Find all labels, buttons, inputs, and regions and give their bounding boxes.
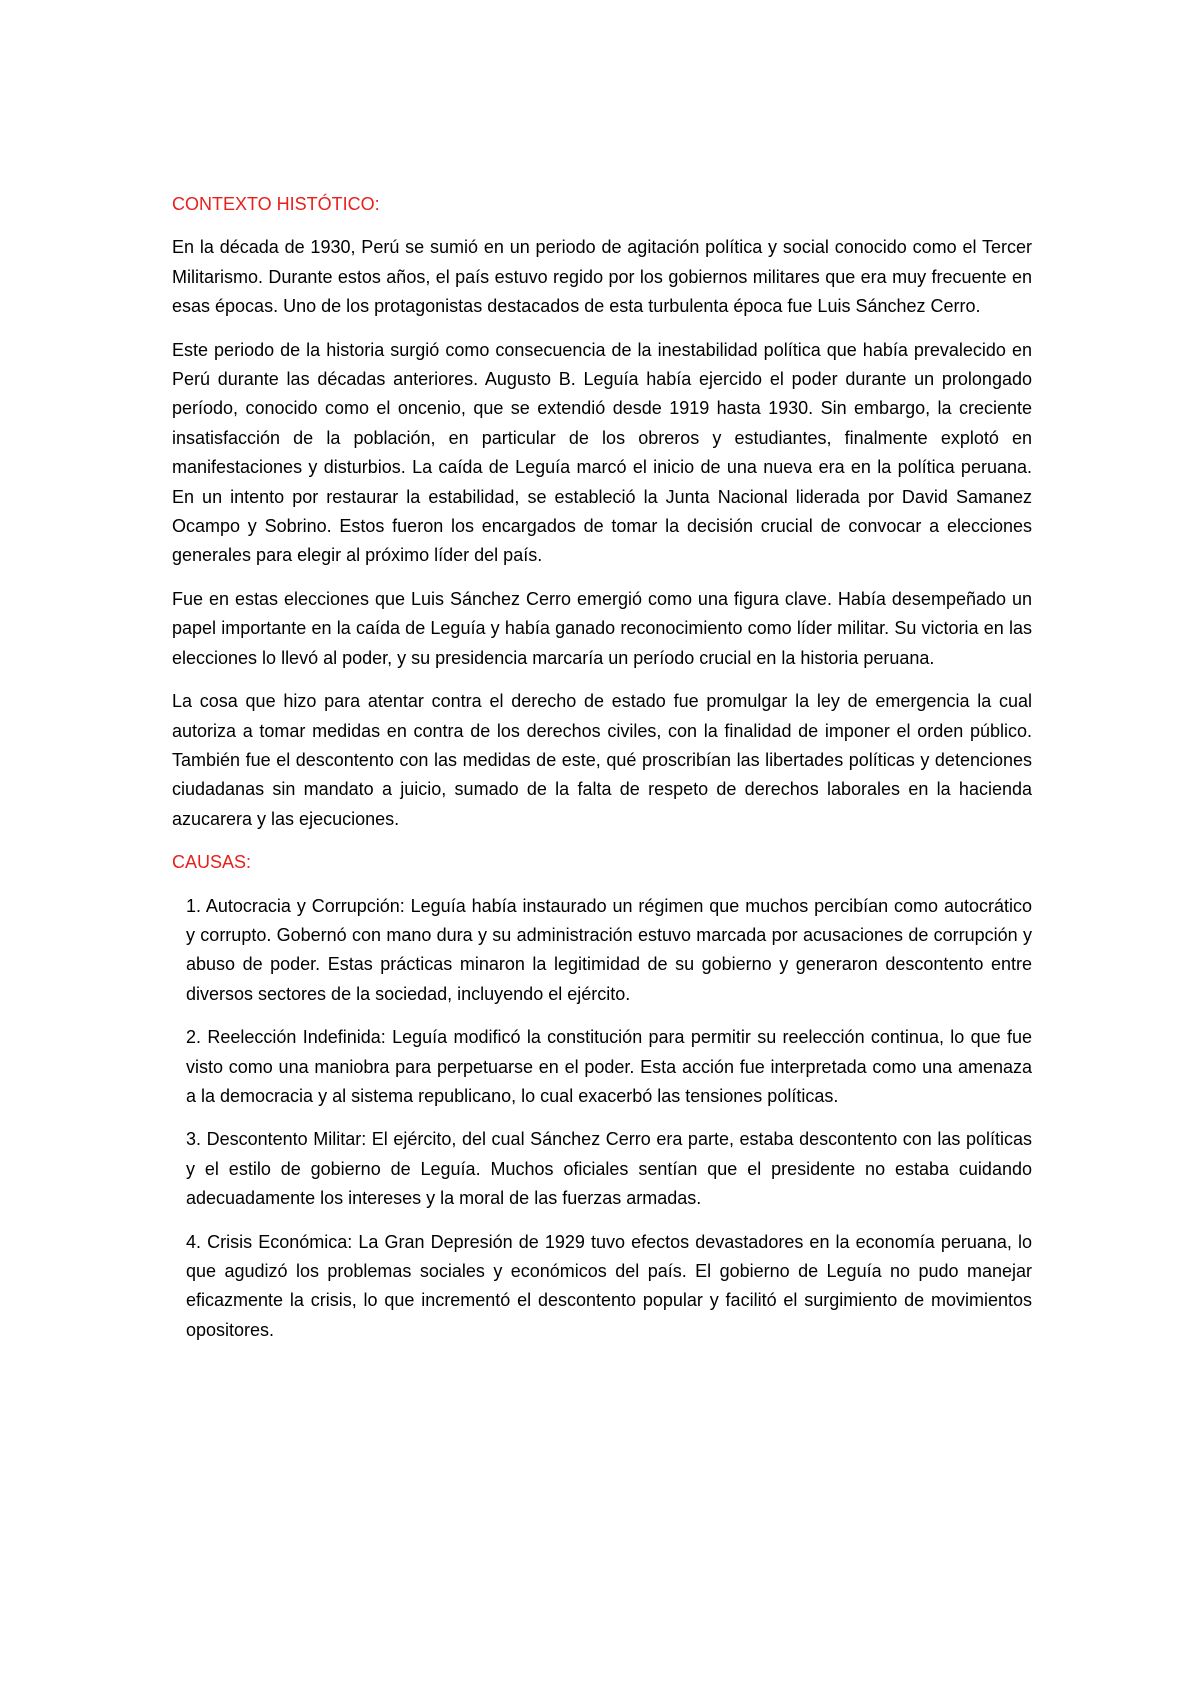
cause-item: 3. Descontento Militar: El ejército, del cual Sánchez Cerro era parte, estaba descontento con las políticas y el estilo de gobierno de Leguía. Muchos oficiales sentían que el presidente no estaba cuidando adecuadamente los intereses y la moral de las fuerzas armadas. bbox=[186, 1129, 1032, 1209]
context-heading: CONTEXTO HISTÓTICO: bbox=[172, 194, 380, 214]
causes-list bbox=[172, 892, 1032, 1346]
cause-item: 1. Autocracia y Corrupción: Leguía había instaurado un régimen que muchos percibían como autocrático y corrupto. Gobernó con mano dura y su administración estuvo marcada por acusaciones de corrupción y abuso de poder. Estas prácticas minaron la legitimidad de su gobierno y generaron descontento entre diversos sectores de la sociedad, incluyendo el ejército. bbox=[186, 895, 1032, 1004]
context-paragraph: La cosa que hizo para atentar contra el derecho de estado fue promulgar la ley de emergencia la cual autoriza a tomar medidas en contra de los derechos civiles, con la finalidad de imponer el orden público. También fue el descontento con las medidas de este, qué proscribían las libertades políticas y detenciones ciudadanas sin mandato a juicio, sumado de la falta de respeto de derechos laborales en la hacienda azucarera y las ejecuciones. bbox=[172, 691, 1032, 829]
context-paragraph: En la década de 1930, Perú se sumió en un periodo de agitación política y social conocido como el Tercer Militarismo. Durante estos años, el país estuvo regido por los gobiernos militares que era muy frecuente en esas épocas. Uno de los protagonistas destacados de esta turbulenta época fue Luis Sánchez Cerro. bbox=[172, 237, 1032, 317]
cause-item: 4. Crisis Económica: La Gran Depresión de 1929 tuvo efectos devastadores en la economía peruana, lo que agudizó los problemas sociales y económicos del país. El gobierno de Leguía no pudo manejar eficazmente la crisis, lo que incrementó el descontento popular y facilitó el surgimiento de movimientos opositores. bbox=[186, 1231, 1032, 1340]
causes-heading: CAUSAS: bbox=[172, 852, 252, 873]
cause-item: 2. Reelección Indefinida: Leguía modificó la constitución para permitir su reelección continua, lo que fue visto como una maniobra para perpetuarse en el poder. Esta acción fue interpretada como una amenaza a la democracia y al sistema republicano, lo cual exacerbó las tensiones políticas. bbox=[186, 1027, 1032, 1106]
context-paragraph: Fue en estas elecciones que Luis Sánchez Cerro emergió como una figura clave. Había desempeñado un papel importante en la caída de Leguía y había ganado reconocimiento como líder militar. Su victoria en las elecciones lo llevó al poder, y su presidencia marcaría un período crucial en la historia peruana. bbox=[172, 588, 1032, 668]
document-page bbox=[172, 190, 1032, 1359]
context-paragraph: Este periodo de la historia surgió como consecuencia de la inestabilidad política que había prevalecido en Perú durante las décadas anteriores. Augusto B. Leguía había ejercido el poder durante un prolongado período, conocido como el oncenio, que se extendió desde 1919 hasta 1930. Sin embargo, la creciente insatisfacción de la población, en particular de los obreros y estudiantes, finalmente explotó en manifestaciones y disturbios. La caída de Leguía marcó el inicio de una nueva era en la política peruana. En un intento por restaurar la estabilidad, se estableció la Junta Nacional liderada por David Samanez Ocampo y Sobrino. Estos fueron los encargados de tomar la decisión crucial de convocar a elecciones generales para elegir al próximo líder del país. bbox=[172, 339, 1032, 566]
